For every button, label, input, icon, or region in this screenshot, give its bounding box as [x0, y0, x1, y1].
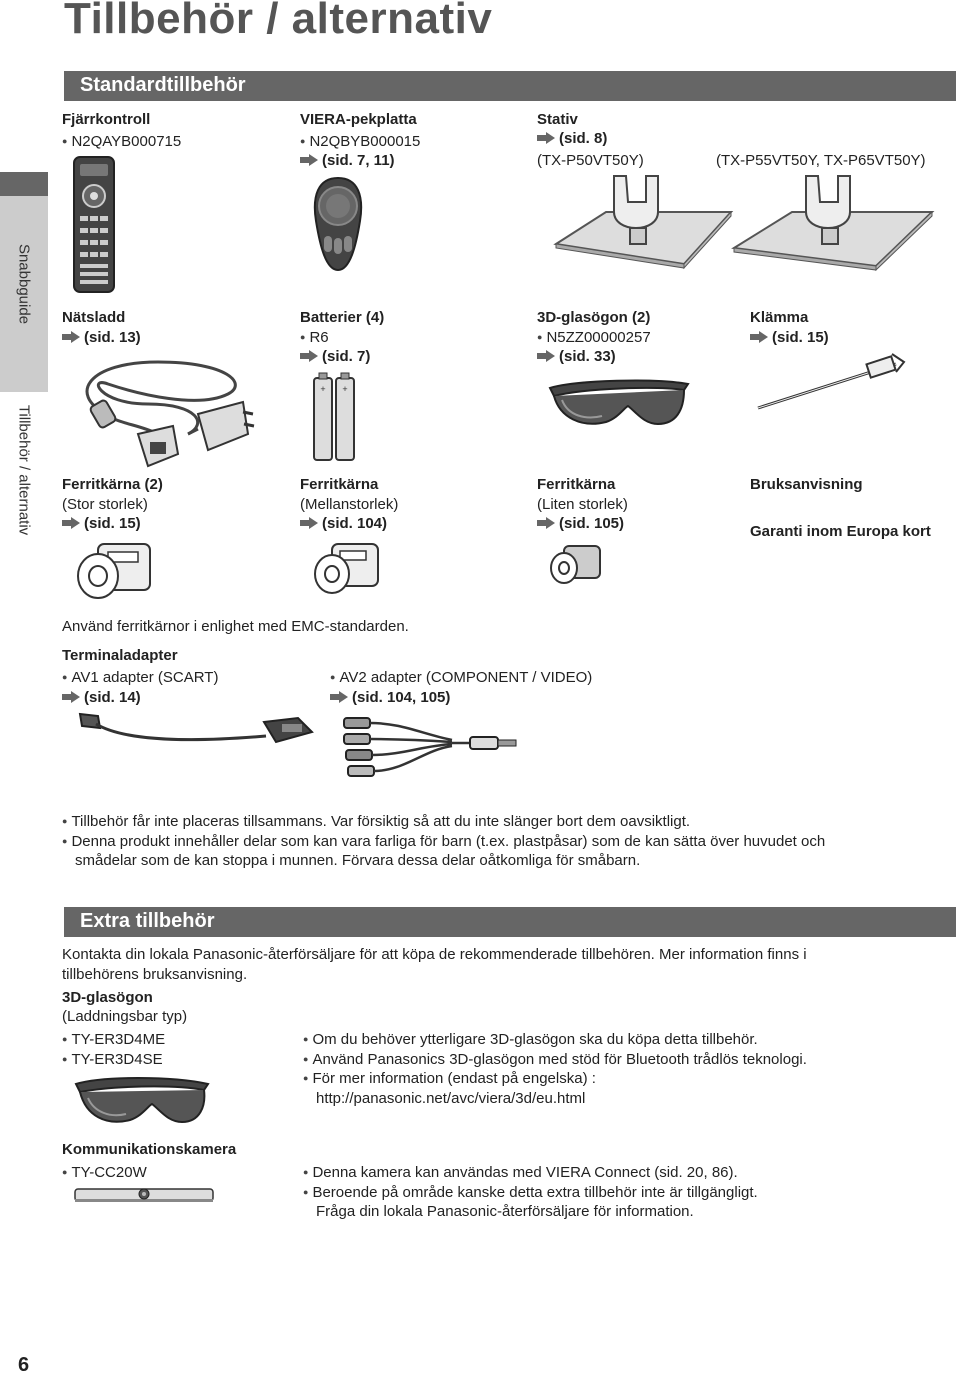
side-tab-accessories[interactable] — [0, 370, 48, 570]
standard-section-title: Standardtillbehör — [80, 74, 246, 96]
ferrite-small-ref — [537, 514, 624, 534]
plate-ref-text: (sid. 7, 11) — [322, 152, 395, 169]
cord-name: Nätsladd — [62, 309, 126, 326]
plate-name: VIERA-pekplatta — [300, 111, 417, 128]
ferrite-small-name: Ferritkärna — [537, 476, 616, 493]
plate-model: ● N2QBYB000015 — [300, 132, 420, 152]
ferrite-large-ref — [62, 514, 141, 534]
clamp-illustration — [756, 350, 906, 412]
extra-section-title: Extra tillbehör — [80, 910, 215, 932]
3d-glasses-illustration — [546, 378, 691, 430]
glasses-name: 3D-glasögon (2) — [537, 309, 651, 326]
svg-text:+: + — [342, 384, 348, 394]
remote-model: ● N2QAYB000715 — [62, 132, 181, 152]
ferrite-large-ref-text: (sid. 15) — [84, 515, 141, 532]
camera-info-2: ● Beroende på område kanske detta extra tillbehör inte är tillgängligt. — [303, 1183, 758, 1203]
extra-glasses-heading: 3D-glasögon — [62, 989, 153, 1006]
manual-item: Bruksanvisning — [750, 476, 863, 493]
extra-intro-line2: tillbehörens bruksanvisning. — [62, 966, 248, 983]
note-1: ● Tillbehör får inte placeras tillsammans. Var försiktig så att du inte slänger bort dem oavsiktligt. — [62, 812, 690, 832]
stand-name: Stativ — [537, 111, 578, 128]
batteries-illustration — [312, 372, 358, 464]
camera-info-1: ● Denna kamera kan användas med VIERA Connect (sid. 20, 86). — [303, 1163, 738, 1183]
ferrite-large-size: (Stor storlek) — [62, 496, 148, 513]
component-adapter-illustration — [342, 712, 522, 788]
extra-intro-line1: Kontakta din lokala Panasonic-återförsäljare för att köpa de rekommenderade tillbehören. Mer information finns i — [62, 946, 807, 963]
ferrite-medium-illustration — [312, 540, 382, 596]
side-tab-quick-guide-label: Snabbguide — [15, 244, 33, 325]
ref-arrow-icon — [330, 691, 348, 703]
extra-glasses-model-2: ● TY-ER3D4SE — [62, 1050, 163, 1070]
ref-arrow-icon — [750, 331, 768, 343]
camera-heading: Kommunikationskamera — [62, 1141, 237, 1158]
stand-model-a: (TX-P50VT50Y) — [537, 152, 644, 169]
av2-ref-text: (sid. 104, 105) — [352, 689, 451, 706]
batteries-ref-text: (sid. 7) — [322, 348, 371, 365]
extra-glasses-info-1: ● Om du behöver ytterligare 3D-glasögon ska du köpa detta tillbehör. — [303, 1030, 758, 1050]
batteries-model: ● R6 — [300, 328, 329, 348]
stand-ref-text: (sid. 8) — [559, 130, 608, 147]
clamp-ref — [750, 328, 829, 348]
side-tab-quick-guide[interactable] — [0, 172, 48, 392]
av1-adapter: ● AV1 adapter (SCART) — [62, 668, 218, 688]
touch-pad-illustration — [310, 176, 366, 272]
ferrite-large-name: Ferritkärna (2) — [62, 476, 163, 493]
ferrite-medium-ref — [300, 514, 387, 534]
extra-glasses-info-2: ● Använd Panasonics 3D-glasögon med stöd för Bluetooth trådlös teknologi. — [303, 1050, 807, 1070]
remote-name: Fjärrkontroll — [62, 111, 151, 128]
power-cord-illustration — [78, 354, 248, 470]
av1-ref-text: (sid. 14) — [84, 689, 141, 706]
rechargeable-3d-glasses-illustration — [72, 1076, 212, 1128]
ref-arrow-icon — [537, 350, 555, 362]
ferrite-medium-name: Ferritkärna — [300, 476, 379, 493]
ref-arrow-icon — [62, 331, 80, 343]
batteries-name: Batterier (4) — [300, 309, 385, 326]
note-2-line1: ● Denna produkt innehåller delar som kan vara farliga för barn (t.ex. plastpåsar) som de kan sätta över huvudet och — [62, 832, 825, 852]
ref-arrow-icon — [62, 691, 80, 703]
cord-ref-text: (sid. 13) — [84, 329, 141, 346]
ref-arrow-icon — [300, 517, 318, 529]
warranty-item: Garanti inom Europa kort — [750, 523, 931, 540]
glasses-model: ● N5ZZ00000257 — [537, 328, 651, 348]
scart-adapter-illustration — [76, 712, 314, 748]
ref-arrow-icon — [62, 517, 80, 529]
ref-arrow-icon — [300, 350, 318, 362]
extra-glasses-info-3: ● För mer information (endast på engelska) : — [303, 1069, 596, 1089]
terminal-heading: Terminaladapter — [62, 647, 178, 664]
batteries-ref — [300, 347, 370, 367]
communication-camera-illustration — [74, 1186, 214, 1204]
stand-large-illustration — [734, 176, 932, 268]
clamp-name: Klämma — [750, 309, 809, 326]
av1-ref — [62, 688, 141, 708]
plate-ref — [300, 151, 395, 171]
ferrite-large-illustration — [74, 540, 154, 602]
clamp-ref-text: (sid. 15) — [772, 329, 829, 346]
standard-section-header — [64, 71, 956, 101]
ferrite-small-size: (Liten storlek) — [537, 496, 628, 513]
note-2-line2: smådelar som de kan stoppa i munnen. Förvara dessa delar oåtkomliga för småbarn. — [75, 852, 641, 869]
extra-section-header — [64, 907, 956, 937]
svg-text:+: + — [320, 384, 326, 394]
ferrite-small-ref-text: (sid. 105) — [559, 515, 625, 532]
extra-glasses-model-1: ● TY-ER3D4ME — [62, 1030, 165, 1050]
camera-info-3: Fråga din lokala Panasonic-återförsäljare för information. — [316, 1203, 694, 1220]
ferrite-medium-ref-text: (sid. 104) — [322, 515, 388, 532]
emc-note: Använd ferritkärnor i enlighet med EMC-standarden. — [62, 618, 409, 635]
ref-arrow-icon — [300, 154, 318, 166]
stand-model-b: (TX-P55VT50Y, TX-P65VT50Y) — [716, 152, 926, 169]
glasses-ref-text: (sid. 33) — [559, 348, 616, 365]
ferrite-medium-size: (Mellanstorlek) — [300, 496, 399, 513]
camera-model: ● TY-CC20W — [62, 1163, 147, 1183]
ferrite-small-illustration — [548, 542, 604, 586]
extra-glasses-url[interactable]: http://panasonic.net/avc/viera/3d/eu.html — [316, 1090, 586, 1107]
side-tab-accessories-label: Tillbehör / alternativ — [15, 404, 33, 536]
page-title: Tillbehör / alternativ — [64, 0, 493, 43]
cord-ref — [62, 328, 141, 348]
glasses-ref — [537, 347, 616, 367]
page-number: 6 — [18, 1354, 30, 1376]
ref-arrow-icon — [537, 132, 555, 144]
stand-small-illustration — [556, 174, 731, 266]
ref-arrow-icon — [537, 517, 555, 529]
remote-control-illustration — [72, 156, 116, 294]
av2-ref — [330, 688, 450, 708]
extra-glasses-subheading: (Laddningsbar typ) — [62, 1008, 188, 1025]
av2-adapter: ● AV2 adapter (COMPONENT / VIDEO) — [330, 668, 592, 688]
stand-ref — [537, 129, 607, 149]
